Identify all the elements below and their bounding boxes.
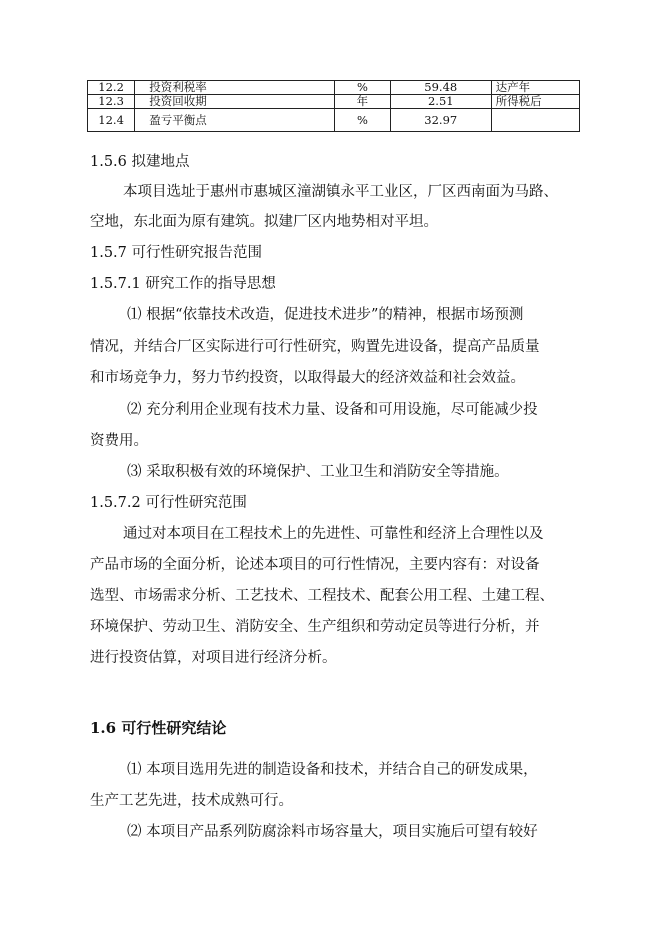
row-name: 投资回收期: [135, 95, 335, 109]
indicator-table: [87, 80, 580, 132]
paragraph-line: 通过对本项目在工程技术上的先进性、可靠性和经济上合理性以及: [123, 526, 544, 542]
row-name: 盈亏平衡点: [135, 109, 335, 132]
list-item-line: 情况，并结合厂区实际进行可行性研究，购置先进设备，提高产品质量: [90, 339, 540, 355]
row-number: 12.4: [88, 109, 135, 132]
list-item-line: 生产工艺先进，技术成熟可行。: [90, 793, 293, 809]
list-item-line: ⑴ 本项目选用先进的制造设备和技术，并结合自己的研发成果，: [127, 762, 538, 778]
table-row: [88, 95, 580, 109]
row-number: 12.3: [88, 95, 135, 109]
paragraph-line: 进行投资估算，对项目进行经济分析。: [90, 650, 337, 666]
row-note: [491, 109, 579, 132]
row-unit: 年: [334, 95, 390, 109]
row-note: 达产年: [491, 81, 579, 95]
row-value: 32.97: [390, 109, 491, 132]
paragraph-line: 空地，东北面为原有建筑。拟建厂区内地势相对平坦。: [90, 214, 438, 230]
section-heading-1-5-7: 1.5.7 可行性研究报告范围: [90, 245, 263, 261]
list-item-line: 和市场竞争力，努力节约投资，以取得最大的经济效益和社会效益。: [90, 370, 525, 386]
row-unit: %: [334, 81, 390, 95]
row-value: 2.51: [390, 95, 491, 109]
paragraph-line: 环境保护、劳动卫生、消防安全、生产组织和劳动定员等进行分析，并: [90, 619, 540, 635]
row-note: 所得税后: [491, 95, 579, 109]
table-row: [88, 81, 580, 95]
paragraph-line: 产品市场的全面分析，论述本项目的可行性情况，主要内容有：对设备: [90, 557, 540, 573]
list-item-line: ⑶ 采取积极有效的环境保护、工业卫生和消防安全等措施。: [127, 464, 509, 480]
list-item-line: ⑵ 本项目产品系列防腐涂料市场容量大，项目实施后可望有较好: [127, 824, 538, 840]
paragraph-line: 选型、市场需求分析、工艺技术、工程技术、配套公用工程、土建工程、: [90, 588, 554, 604]
subsection-heading-1-5-7-2: 1.5.7.2 可行性研究范围: [90, 495, 247, 511]
row-number: 12.2: [88, 81, 135, 95]
subsection-heading-1-5-7-1: 1.5.7.1 研究工作的指导思想: [90, 276, 276, 292]
list-item-line: ⑵ 充分利用企业现有技术力量、设备和可用设施，尽可能减少投: [127, 402, 538, 418]
row-unit: %: [334, 109, 390, 132]
section-heading-1-5-6: 1.5.6 拟建地点: [90, 154, 190, 170]
table-row: [88, 109, 580, 132]
section-heading-1-6: 1.6 可行性研究结论: [90, 719, 227, 737]
paragraph-line: 本项目选址于惠州市惠城区潼湖镇永平工业区，厂区西南面为马路、: [123, 184, 558, 200]
row-name: 投资利税率: [135, 81, 335, 95]
list-item-line: 资费用。: [90, 433, 148, 449]
row-value: 59.48: [390, 81, 491, 95]
list-item-line: ⑴ 根据“依靠技术改造，促进技术进步”的精神，根据市场预测: [127, 307, 524, 323]
